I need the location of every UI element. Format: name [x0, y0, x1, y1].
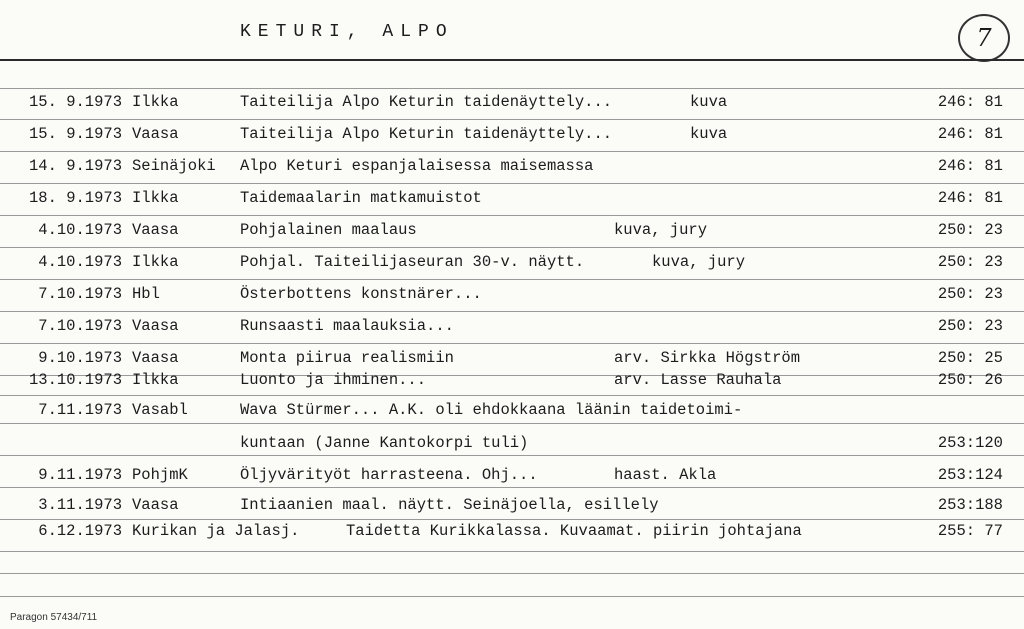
entry-date: 7.10.1973 — [38, 317, 122, 335]
entry-source: Vaasa — [132, 317, 179, 335]
entry-reference: 253:120 — [937, 434, 1003, 452]
entry-source: Ilkka — [132, 253, 179, 271]
entry-title: Pohjal. Taiteilijaseuran 30-v. näytt. — [240, 253, 585, 271]
ruled-line — [0, 487, 1024, 488]
entry-source: Ilkka — [132, 189, 179, 207]
entry-title: Luonto ja ihminen... — [240, 371, 427, 389]
entry-note: arv. Lasse Rauhala — [614, 371, 782, 389]
ruled-line — [0, 573, 1024, 574]
entry-note: kuva, jury — [614, 221, 708, 239]
ruled-line — [0, 88, 1024, 89]
entry-title: Taidetta Kurikkalassa. Kuvaamat. piirin johtajana — [346, 522, 802, 540]
entry-title: Monta piirua realismiin — [240, 349, 454, 367]
ruled-line — [0, 455, 1024, 456]
entry-reference: 250: 23 — [937, 253, 1003, 271]
entry-date: 4.10.1973 — [38, 221, 122, 239]
entry-reference: 246: 81 — [937, 125, 1003, 143]
entry-source: Vaasa — [132, 349, 179, 367]
entry-date: 18. 9.1973 — [28, 189, 122, 207]
entry-reference: 250: 23 — [937, 285, 1003, 303]
entry-title: Alpo Keturi espanjalaisessa maisemassa — [240, 157, 594, 175]
ruled-line — [0, 395, 1024, 396]
entry-source: Vaasa — [132, 221, 179, 239]
entry-reference: 246: 81 — [937, 157, 1003, 175]
entry-source: Ilkka — [132, 93, 179, 111]
entry-date: 7.11.1973 — [38, 401, 122, 419]
entry-note: haast. Akla — [614, 466, 717, 484]
entry-note: kuva — [690, 93, 728, 111]
ruled-line — [0, 183, 1024, 184]
ruled-line — [0, 247, 1024, 248]
printer-imprint: Paragon 57434/711 — [10, 612, 98, 623]
entry-reference: 250: 23 — [937, 221, 1003, 239]
ruled-line — [0, 311, 1024, 312]
ruled-line — [0, 551, 1024, 552]
entry-source: Vaasa — [132, 496, 179, 514]
entry-source: Vasabl — [132, 401, 188, 419]
entry-note: kuva — [690, 125, 728, 143]
ruled-line — [0, 343, 1024, 344]
entry-source: Seinäjoki — [132, 157, 216, 175]
entry-title: Intiaanien maal. näytt. Seinäjoella, esillely — [240, 496, 659, 514]
entry-reference: 250: 23 — [937, 317, 1003, 335]
entry-title: Österbottens konstnärer... — [240, 285, 482, 303]
entry-title: Taiteilija Alpo Keturin taidenäyttely... — [240, 93, 613, 111]
card-number-circle: 7 — [958, 14, 1010, 62]
entry-reference: 246: 81 — [937, 189, 1003, 207]
ruled-line — [0, 519, 1024, 520]
card-heading: KETURI, ALPO — [240, 22, 454, 42]
entry-source: Vaasa — [132, 125, 179, 143]
entry-reference: 253:188 — [937, 496, 1003, 514]
entry-date: 15. 9.1973 — [28, 93, 122, 111]
entry-reference: 250: 25 — [937, 349, 1003, 367]
entry-date: 13.10.1973 — [28, 371, 122, 389]
ruled-line — [0, 59, 1024, 61]
entry-source: Kurikan ja Jalasj. — [132, 522, 300, 540]
entry-source: Ilkka — [132, 371, 179, 389]
ruled-line — [0, 215, 1024, 216]
entry-reference: 255: 77 — [937, 522, 1003, 540]
entry-reference: 253:124 — [937, 466, 1003, 484]
entry-note: kuva, jury — [652, 253, 746, 271]
ruled-line — [0, 151, 1024, 152]
ruled-line — [0, 423, 1024, 424]
entry-reference: 250: 26 — [937, 371, 1003, 389]
entry-title: Taiteilija Alpo Keturin taidenäyttely... — [240, 125, 613, 143]
entry-date: 15. 9.1973 — [28, 125, 122, 143]
entry-date: 7.10.1973 — [38, 285, 122, 303]
ruled-line — [0, 119, 1024, 120]
entry-date: 6.12.1973 — [38, 522, 122, 540]
entry-date: 9.11.1973 — [38, 466, 122, 484]
entry-date: 3.11.1973 — [38, 496, 122, 514]
entry-source: Hbl — [132, 285, 160, 303]
entry-date: 9.10.1973 — [38, 349, 122, 367]
entry-date: 14. 9.1973 — [28, 157, 122, 175]
entry-note: arv. Sirkka Högström — [614, 349, 801, 367]
entry-source: PohjmK — [132, 466, 188, 484]
entry-title: Öljyvärityöt harrasteena. Ohj... — [240, 466, 538, 484]
ruled-line — [0, 596, 1024, 597]
entry-title: Taidemaalarin matkamuistot — [240, 189, 482, 207]
entry-date: 4.10.1973 — [38, 253, 122, 271]
ruled-line — [0, 279, 1024, 280]
entry-title: Wava Stürmer... A.K. oli ehdokkaana läänin taidetoimi- — [240, 401, 743, 419]
entry-title: Runsaasti maalauksia... — [240, 317, 454, 335]
entry-title: Pohjalainen maalaus — [240, 221, 417, 239]
entry-reference: 246: 81 — [937, 93, 1003, 111]
entry-title: kuntaan (Janne Kantokorpi tuli) — [240, 434, 529, 452]
